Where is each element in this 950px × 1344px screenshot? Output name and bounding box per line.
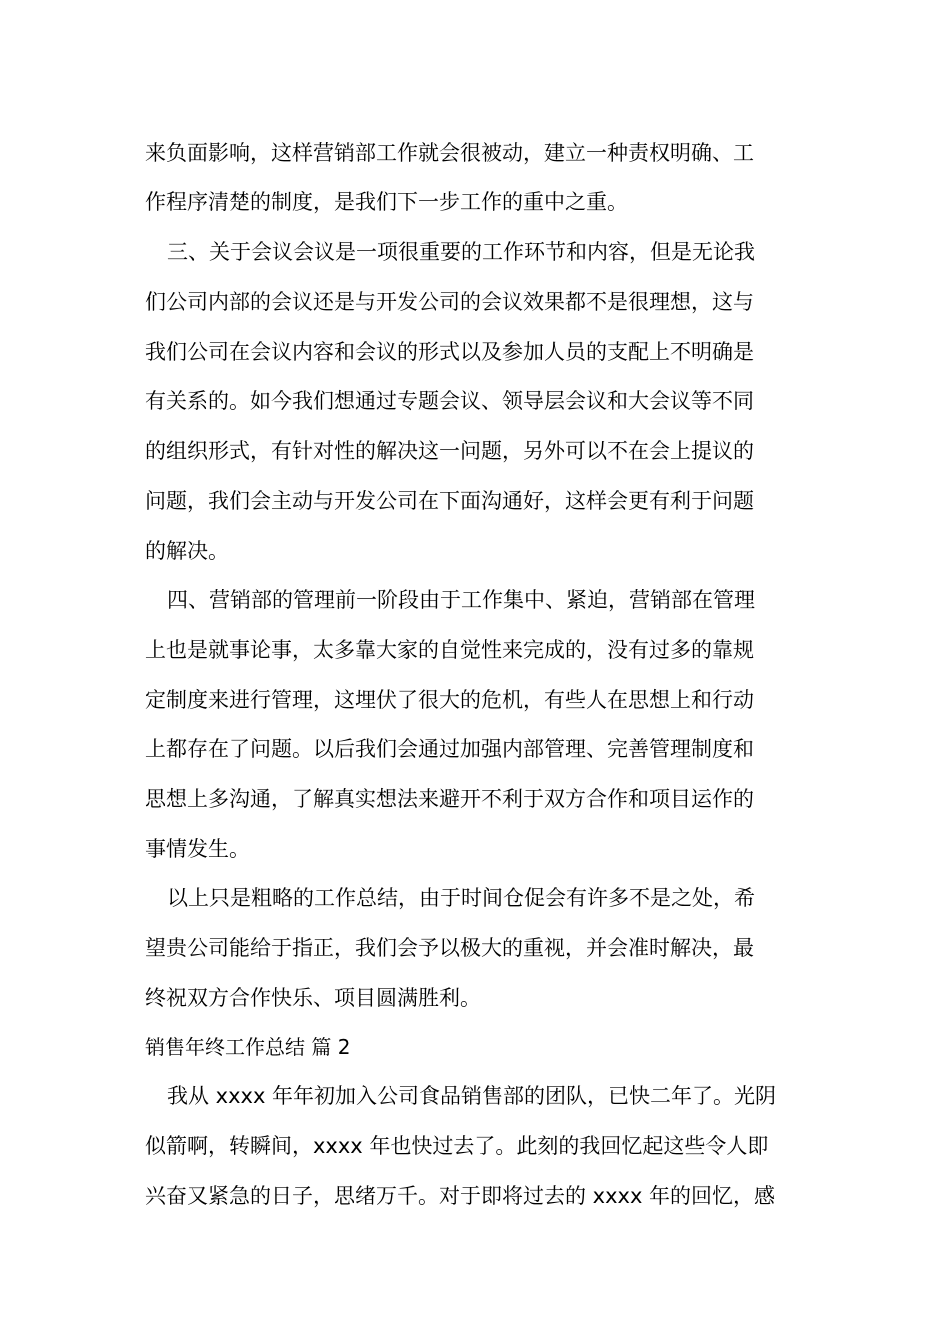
paragraph-line: 事情发生。 [145,837,250,861]
paragraph-line: 思想上多沟通，了解真实想法来避开不利于双方合作和项目运作的 [145,787,754,811]
paragraph-line: 望贵公司能给于指正，我们会予以极大的重视，并会准时解决，最 [145,936,754,960]
paragraph-line: 定制度来进行管理，这埋伏了很大的危机，有些人在思想上和行动 [145,688,754,712]
paragraph-line: 以上只是粗略的工作总结，由于时间仓促会有许多不是之处，希 [167,886,755,910]
section-heading: 销售年终工作总结 篇 2 [145,1035,351,1059]
paragraph-line: 终祝双方合作快乐、项目圆满胜利。 [145,986,481,1010]
paragraph-line: 三、关于会议会议是一项很重要的工作环节和内容，但是无论我 [167,240,755,264]
paragraph-line: 的组织形式，有针对性的解决这一问题，另外可以不在会上提议的 [145,439,754,463]
paragraph-line: 有关系的。如今我们想通过专题会议、领导层会议和大会议等不同 [145,389,754,413]
paragraph-line: 们公司内部的会议还是与开发公司的会议效果都不是很理想，这与 [145,290,754,314]
paragraph-line: 的解决。 [145,539,229,563]
paragraph-line: 我从 xxxx 年年初加入公司食品销售部的团队，已快二年了。光阴 [167,1084,777,1108]
paragraph-line: 作程序清楚的制度，是我们下一步工作的重中之重。 [145,190,628,214]
paragraph-line: 问题，我们会主动与开发公司在下面沟通好，这样会更有利于问题 [145,489,754,513]
paragraph-line: 上都存在了问题。以后我们会通过加强内部管理、完善管理制度和 [145,737,754,761]
paragraph-line: 来负面影响，这样营销部工作就会很被动，建立一种责权明确、工 [145,141,754,165]
paragraph-line: 上也是就事论事，太多靠大家的自觉性来完成的，没有过多的靠规 [145,638,754,662]
paragraph-line: 似箭啊，转瞬间，xxxx 年也快过去了。此刻的我回忆起这些令人即 [145,1134,769,1158]
paragraph-line: 我们公司在会议内容和会议的形式以及参加人员的支配上不明确是 [145,340,754,364]
paragraph-line: 四、营销部的管理前一阶段由于工作集中、紧迫，营销部在管理 [167,588,755,612]
paragraph-line: 兴奋又紧急的日子，思绪万千。对于即将过去的 xxxx 年的回忆，感 [145,1184,776,1208]
